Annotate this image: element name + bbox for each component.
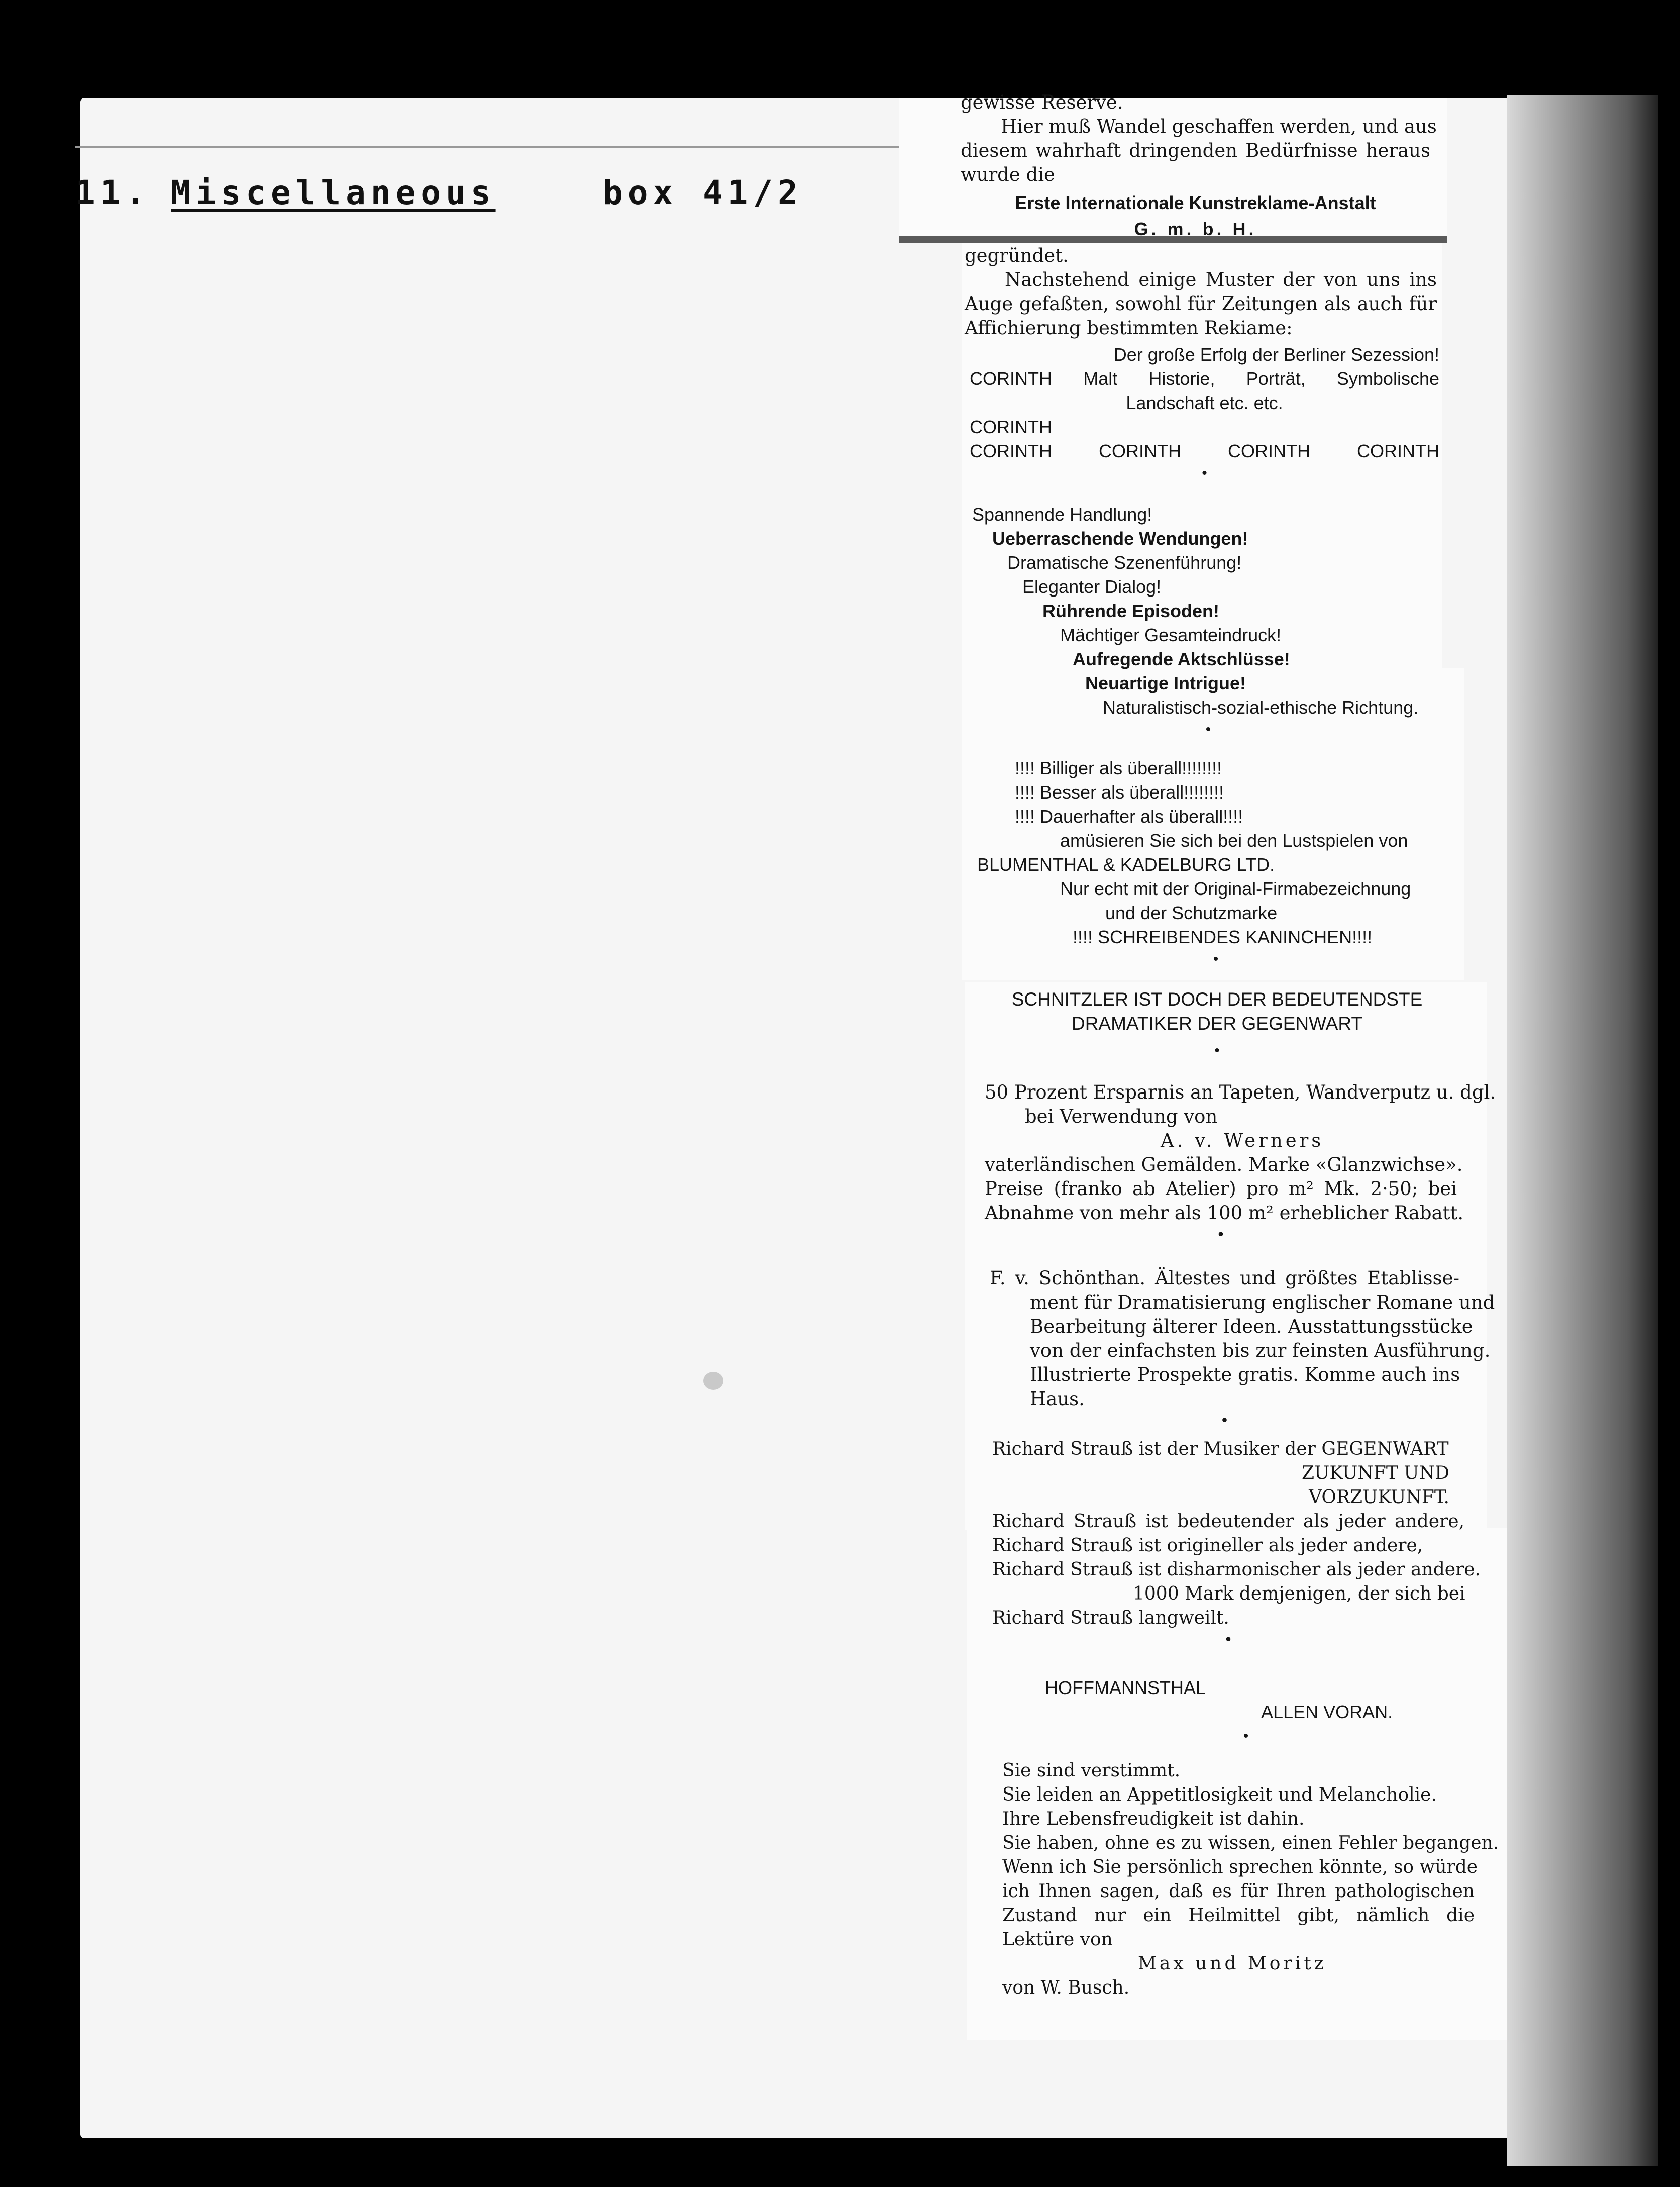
text-line: gewisse Reserve.: [961, 91, 1123, 113]
text-line: CORINTH CORINTH CORINTH CORINTH: [970, 441, 1439, 461]
company-name: [961, 190, 1430, 242]
separator-dot: •: [1213, 951, 1219, 967]
text-line: SCHNITZLER IST DOCH DER BEDEUTENDSTE: [1011, 989, 1423, 1010]
text-line: Sie sind verstimmt.: [1002, 1760, 1181, 1781]
text-line: Hier muß Wandel geschaffen werden, und aus: [1001, 116, 1437, 137]
text-line: amüsieren Sie sich bei den Lustspielen von: [1060, 830, 1408, 851]
separator-dot: •: [1205, 721, 1211, 738]
text-line: ich Ihnen sagen, daß es für Ihren pathologischen: [1002, 1881, 1475, 1902]
header-number: 11.: [75, 173, 151, 212]
text-line: Dramatische Szenenführung!: [1007, 552, 1242, 573]
text-line: wurde die: [961, 164, 1055, 185]
page-edge-shadow: [1507, 95, 1658, 2166]
text-line: Abnahme von mehr als 100 m² erheblicher Rabatt.: [985, 1202, 1464, 1224]
text-line: von W. Busch.: [1002, 1977, 1130, 1998]
text-line: HOFFMANNSTHAL: [1045, 1677, 1206, 1698]
text-line: Aufregende Aktschlüsse!: [1073, 649, 1290, 669]
text-line: Sie haben, ohne es zu wissen, einen Fehler begangen.: [1002, 1833, 1499, 1853]
busch-ad: [1002, 1759, 1499, 2000]
schoenthan-ad: [990, 1266, 1495, 1431]
text-line: Auge gefaßten, sowohl für Zeitungen als auch für: [965, 293, 1437, 315]
text-line: !!!! Dauerhafter als überall!!!!: [1015, 806, 1243, 827]
separator-dot: •: [1216, 1226, 1225, 1244]
text-line: DRAMATIKER DER GEGENWART: [1071, 1013, 1363, 1034]
text-line: vaterländischen Gemälden. Marke «Glanzwichse».: [985, 1154, 1463, 1175]
text-line: Nur echt mit der Original-Firmabezeichnung: [1060, 878, 1411, 899]
company-line: Erste Internationale Kunstreklame-Anstalt: [1015, 192, 1376, 213]
corinth-ad: [970, 343, 1439, 483]
ink-smudge: [703, 1372, 723, 1390]
header-title: Miscellaneous: [171, 173, 496, 212]
text-line: von der einfachsten bis zur feinsten Ausführung.: [1030, 1340, 1491, 1361]
text-line: Richard Strauß ist origineller als jeder andere,: [992, 1535, 1423, 1556]
text-line: Lektüre von: [1002, 1929, 1113, 1950]
folder-header: [75, 173, 879, 234]
text-line: 1000 Mark demjenigen, der sich bei: [1133, 1583, 1465, 1604]
schnitzler-ad: [980, 987, 1454, 1061]
text-line: Zustand nur ein Heilmittel gibt, nämlich die: [1002, 1905, 1475, 1926]
text-line: Haus.: [1030, 1388, 1085, 1410]
header-rule: [75, 146, 899, 148]
text-line: !!!! SCHREIBENDES KANINCHEN!!!!: [1073, 927, 1373, 947]
text-line: Richard Strauß langweilt.: [992, 1608, 1229, 1628]
separator-dot: •: [1220, 1412, 1229, 1430]
text-line: bei Verwendung von: [1025, 1106, 1218, 1127]
text-line: Bearbeitung älterer Ideen. Ausstattungsstücke: [1030, 1316, 1473, 1337]
text-line: Neuartige Intrigue!: [1085, 673, 1246, 693]
text-line: Affichierung bestimmten Rekiame:: [965, 317, 1293, 339]
text-line: CORINTH Malt Historie, Porträt, Symbolische: [970, 368, 1439, 389]
drama-ad: [972, 503, 1444, 740]
strauss-ad: [992, 1437, 1481, 1650]
text-line: Ihre Lebensfreudigkeit ist dahin.: [1002, 1809, 1305, 1829]
text-line: F. v. Schönthan. Ältestes und größtes Etablisse-: [990, 1267, 1459, 1289]
text-line: Sie leiden an Appetitlosigkeit und Melancholie.: [1002, 1784, 1437, 1805]
separator-dot: •: [1214, 1042, 1220, 1059]
werner-ad: [985, 1080, 1496, 1245]
text-line: Richard Strauß ist der Musiker der GEGENWART: [992, 1439, 1449, 1459]
text-line: A. v. Werners: [1161, 1130, 1324, 1151]
text-line: ALLEN VORAN.: [1261, 1702, 1393, 1722]
hofmannsthal-ad: [1045, 1676, 1447, 1746]
separator-dot: •: [1224, 1631, 1233, 1649]
text-line: diesem wahrhaft dringenden Bedürfnisse heraus: [961, 140, 1430, 161]
text-line: BLUMENTHAL & KADELBURG LTD.: [977, 854, 1275, 875]
text-line: Eleganter Dialog!: [1022, 576, 1162, 597]
text-line: Landschaft etc. etc.: [1126, 392, 1283, 413]
text-line: CORINTH: [970, 417, 1052, 437]
text-line: !!!! Besser als überall!!!!!!!!: [1015, 782, 1224, 803]
text-line: !!!! Billiger als überall!!!!!!!!: [1015, 758, 1222, 778]
text-line: VORZUKUNFT.: [1309, 1487, 1449, 1508]
text-line: und der Schutzmarke: [1105, 903, 1278, 923]
separator-dot: •: [1202, 465, 1207, 481]
text-line: ZUKUNFT UND: [1302, 1463, 1449, 1483]
text-line: Richard Strauß ist disharmonischer als jeder andere.: [992, 1559, 1481, 1580]
separator-dot: •: [1243, 1728, 1249, 1744]
text-line: Nachstehend einige Muster der von uns ins: [1005, 269, 1437, 290]
clipping-after-company: [965, 244, 1437, 340]
text-line: Mächtiger Gesamteindruck!: [1060, 625, 1282, 645]
text-line: Richard Strauß ist bedeutender als jeder andere,: [992, 1511, 1464, 1532]
text-line: ment für Dramatisierung englischer Romane und: [1030, 1291, 1495, 1313]
text-line: Wenn ich Sie persönlich sprechen könnte, so würde: [1002, 1857, 1478, 1877]
text-line: Der große Erfolg der Berliner Sezession!: [1113, 344, 1439, 365]
text-line: Preise (franko ab Atelier) pro m² Mk. 2·50; bei: [985, 1178, 1457, 1200]
text-line: gegründet.: [965, 245, 1069, 266]
text-line: Ueberraschende Wendungen!: [992, 528, 1248, 549]
text-line: Spannende Handlung!: [972, 504, 1152, 525]
blumenthal-ad: [977, 756, 1454, 969]
text-line: Max und Moritz: [1138, 1953, 1327, 1974]
company-line: G. m. b. H.: [1134, 219, 1257, 239]
text-line: Illustrierte Prospekte gratis. Komme auch ins: [1030, 1364, 1460, 1385]
text-line: Naturalistisch-sozial-ethische Richtung.: [1103, 697, 1419, 718]
text-line: Rührende Episoden!: [1042, 601, 1220, 621]
clipping-intro: [961, 90, 1437, 187]
text-line: 50 Prozent Ersparnis an Tapeten, Wandverputz u. dgl.: [985, 1081, 1496, 1103]
header-box-label: box 41/2: [603, 173, 803, 212]
